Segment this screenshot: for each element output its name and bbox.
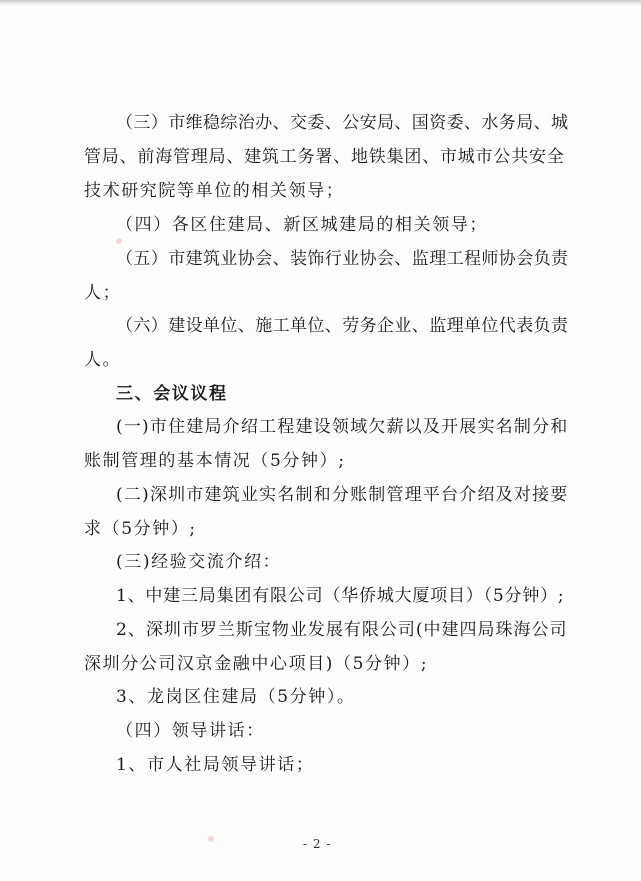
body-line: （六）建设单位、施工单位、劳务企业、监理单位代表负责: [116, 316, 569, 336]
section-heading: 三、会议议程: [116, 384, 228, 404]
scan-top-edge: [0, 0, 641, 6]
body-line: 深圳分公司汉京金融中心项目)（5分钟）;: [84, 654, 429, 674]
body-line: （三）市维稳综治办、交委、公安局、国资委、水务局、城: [116, 113, 569, 133]
page-number: - 2 -: [303, 837, 332, 851]
body-line: 技术研究院等单位的相关领导；: [84, 181, 345, 201]
body-line: （五）市建筑业协会、装饰行业协会、监理工程师协会负责: [116, 249, 569, 269]
body-line: 账制管理的基本情况（5分钟）;: [84, 451, 346, 471]
body-line: （四）各区住建局、新区城建局的相关领导；: [116, 215, 488, 235]
body-line: 求（5分钟）;: [84, 519, 197, 539]
body-line: 管局、前海管理局、建筑工务署、地铁集团、市城市公共安全: [84, 147, 565, 167]
body-line: 人；: [84, 283, 122, 303]
body-line: 人。: [84, 350, 122, 370]
body-line: 1、市人社局领导讲话；: [116, 755, 315, 775]
body-line: (二)深圳市建筑业实名制和分账制管理平台介绍及对接要: [116, 485, 569, 505]
body-line: 1、中建三局集团有限公司（华侨城大厦项目）（5分钟）;: [116, 586, 565, 606]
seal-trace-mark: [116, 238, 122, 244]
body-line: (一)市住建局介绍工程建设领域欠薪以及开展实名制分和: [116, 417, 569, 437]
body-line: （四）领导讲话：: [116, 721, 265, 741]
seal-trace-mark: [208, 836, 214, 842]
body-line: (三)经验交流介绍：: [116, 552, 282, 572]
body-line: 2、深圳市罗兰斯宝物业发展有限公司(中建四局珠海公司: [116, 620, 568, 640]
body-line: 3、龙岗区住建局（5分钟）。: [116, 687, 356, 707]
